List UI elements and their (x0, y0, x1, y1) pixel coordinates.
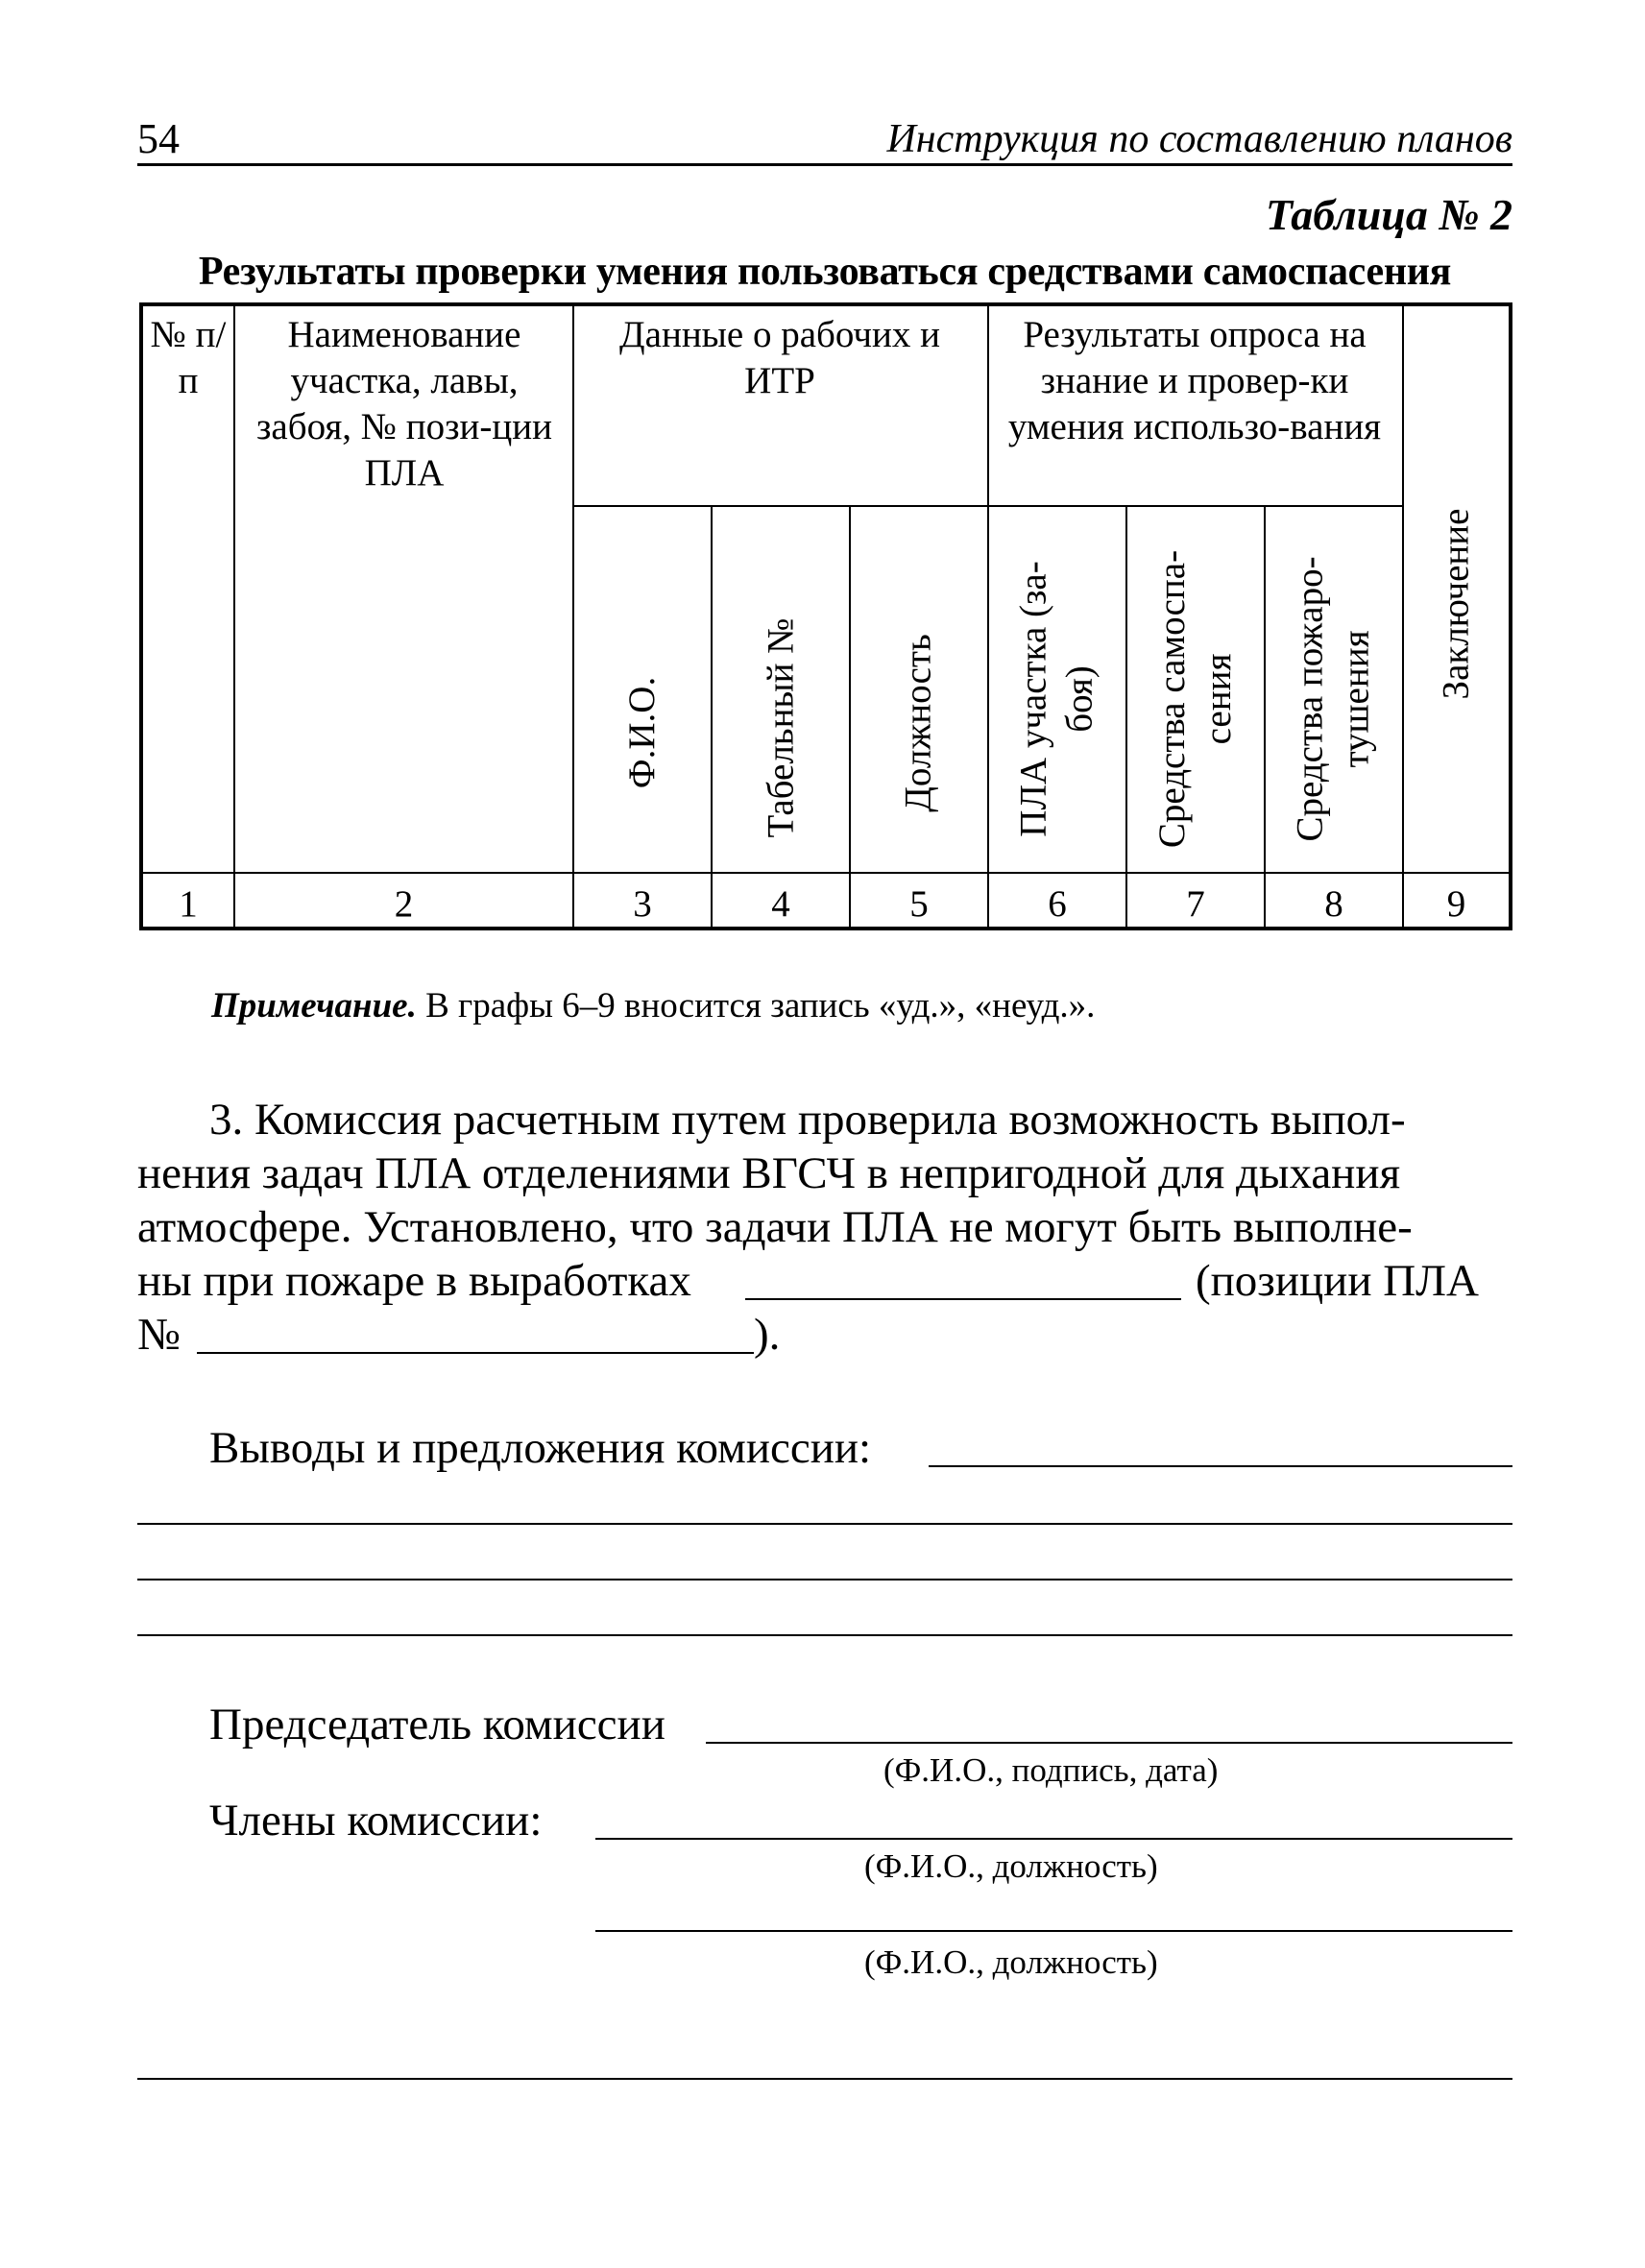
column-number: 5 (909, 883, 929, 925)
member-signature-line[interactable] (595, 1838, 1512, 1840)
header-col6 (989, 507, 1125, 872)
column-number: 6 (1048, 883, 1067, 925)
column-number: 4 (771, 883, 790, 925)
column-number: 1 (179, 883, 198, 925)
header-col8 (1266, 507, 1402, 872)
members-label: Члены комиссии: (209, 1796, 543, 1846)
note-text: В графы 6–9 вносится запись «уд.», «неуд.». (416, 986, 1096, 1025)
column-number: 8 (1324, 883, 1343, 925)
table-row-divider (143, 872, 1509, 874)
header-group-workers: Данные о рабочих и ИТР (619, 314, 940, 401)
paragraph-line: нения задач ПЛА отделениями ВГСЧ в непригодной для дыхания (137, 1148, 1401, 1198)
conclusions-blank-line[interactable] (137, 1523, 1512, 1525)
header-col7-text (1149, 550, 1242, 848)
table-label: Таблица № 2 (1265, 190, 1512, 239)
member-signature-line[interactable] (595, 1930, 1512, 1932)
header-col3-text: Ф.И.О. (620, 676, 663, 789)
header-col8-line1: Средства пожаро- (1290, 556, 1332, 842)
header-rule (137, 163, 1512, 166)
header-group-results: Результаты опроса на знание и провер-ки умения использо-вания (1007, 314, 1382, 447)
table-note (211, 983, 1095, 1029)
table-title: Результаты проверки умения пользоваться средствами самоспасения (198, 250, 1452, 294)
header-col4 (713, 507, 849, 872)
header-col3 (574, 507, 711, 872)
header-col5-text: Должность (898, 634, 940, 812)
member-caption: (Ф.И.О., должность) (864, 1943, 1158, 1981)
paragraph-line: № (137, 1310, 181, 1360)
chairman-label: Председатель комиссии (209, 1700, 665, 1749)
page-number: 54 (137, 115, 180, 162)
paragraph-line: (позиции ПЛА (1196, 1256, 1479, 1306)
header-col7-line2: сения (1197, 653, 1240, 745)
paragraph-line: ны при пожаре в выработках (137, 1256, 691, 1306)
header-col5 (851, 507, 987, 872)
table-col-divider (233, 306, 235, 927)
paragraph-line: ). (754, 1310, 781, 1360)
conclusions-blank-line[interactable] (929, 1465, 1512, 1467)
header-col9 (1404, 306, 1509, 872)
column-number: 2 (394, 883, 414, 925)
header-col6-line1: ПЛА участка (за- (1013, 561, 1055, 837)
note-lead: Примечание. (211, 986, 417, 1025)
page-bottom-rule (137, 2078, 1512, 2080)
header-col7-line1: Средства самоспа- (1151, 549, 1194, 849)
header-col6-line2: боя) (1059, 665, 1101, 733)
running-title: Инструкция по составлению планов (886, 117, 1512, 161)
column-number: 3 (633, 883, 652, 925)
header-col6-text (1011, 561, 1103, 836)
results-table (139, 302, 1512, 930)
column-number: 7 (1186, 883, 1205, 925)
chairman-signature-line[interactable] (706, 1742, 1512, 1744)
conclusions-blank-line[interactable] (137, 1634, 1512, 1636)
header-col8-text (1288, 556, 1380, 841)
header-col7 (1127, 507, 1264, 872)
header-col2: Наименование участка, лавы, забоя, № пози-ции ПЛА (256, 314, 552, 494)
conclusions-blank-line[interactable] (137, 1579, 1512, 1580)
header-col1: № п/п (150, 314, 227, 401)
chairman-caption: (Ф.И.О., подпись, дата) (883, 1751, 1219, 1789)
member-caption: (Ф.И.О., должность) (864, 1847, 1158, 1885)
paragraph-line: 3. Комиссия расчетным путем проверила возможность выпол- (209, 1095, 1406, 1145)
header-col9-text: Заключение (1435, 508, 1477, 699)
header-col8-line2: тушения (1336, 630, 1378, 768)
position-blank-line[interactable] (197, 1352, 754, 1354)
conclusions-label: Выводы и предложения комиссии: (209, 1423, 872, 1473)
paragraph-line: атмосфере. Установлено, что задачи ПЛА не могут быть выполне- (137, 1202, 1413, 1252)
workings-blank-line[interactable] (745, 1298, 1181, 1300)
header-col4-text: Табельный № (760, 617, 801, 838)
column-number: 9 (1446, 883, 1466, 925)
